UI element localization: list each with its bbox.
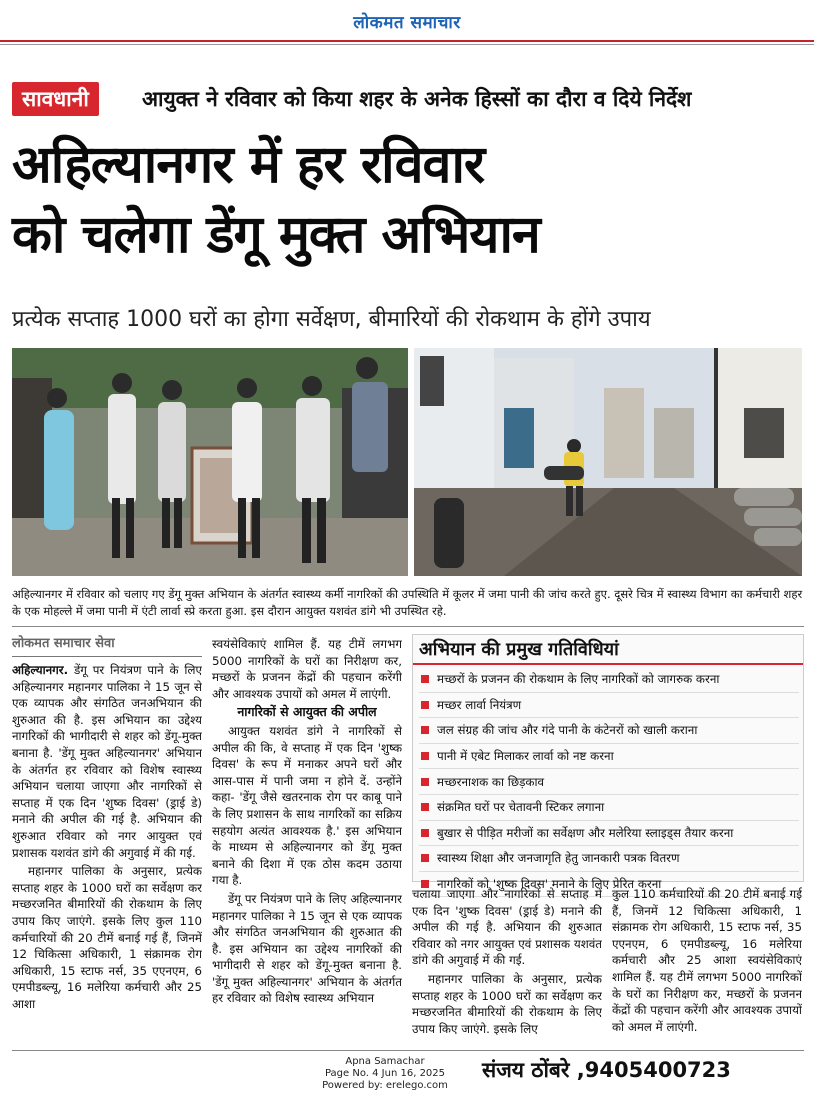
article-paragraph-5: डेंगू पर नियंत्रण पाने के लिए अहिल्यानगर महानगर पालिका ने 15 जून से एक व्यापक और संगठित जनअभियान की शुरुआत की है. इस अभियान का उद्देश्य नागरिकों की भागीदारी से शहर को डेंगू-मुक्त बनाना है. 'डेंगू मुक्त अहिल्यानगर' अभियान के अंतर्गत हर रविवार को विशेष स्वास्थ्य अभियान <box>212 891 402 1006</box>
activity-text: संक्रमित घरों पर चेतावनी स्टिकर लगाना <box>437 800 605 815</box>
kicker-text: आयुक्त ने रविवार को किया शहर के अनेक हिस्सों का दौरा व दिये निर्देश <box>142 87 692 111</box>
article-paragraph-8: कुल 110 कर्मचारियों की 20 टीमें बनाई गई हैं, जिनमें 12 चिकित्सा अधिकारी, 1 संक्रामक रोग अधिकारी, 15 स्टाफ नर्स, 35 एएनएम, 6 एमपीडब्ल्यू, 16 मलेरिया कर्मचारी और 25 आशा स्वयंसेविकाएं शामिल हैं. यह टीमें लगभग 5000 नागरिकों के घरों का निरीक्षण कर, मच्छरों के प्रजनन केंद्रों की पहचान करेंगी और आवश्यक उपायों को अमल में लाएंगी. <box>612 887 802 1034</box>
headline <box>12 130 804 270</box>
article-paragraph-4: आयुक्त यशवंत डांगे ने नागरिकों से अपील की कि, वे सप्ताह में एक दिन 'शुष्क दिवस' के रूप में मनाकर अपने घरों और आस-पास में पानी जमा न होने दें. उन्होंने कहा- 'डेंगू जैसे खतरनाक रोग पर काबू पाने के लिए प्रशासन के साथ नागरिकों का सक्रिय सहयोग अत्यंत आवश्यक है.' इस अभियान के माध्यम से अहिल्यानगर को डेंगू मुक्त बनाने की दिशा में एक ठोस कदम उठाया गया है. <box>212 723 402 888</box>
byline-rule <box>12 656 202 657</box>
activity-item <box>419 693 799 719</box>
photo-caption: अहिल्यानगर में रविवार को चलाए गए डेंगू मुक्त अभियान के अंतर्गत स्वास्थ्य कर्मी नागरिकों की उपस्थिति में कूलर में जमा पानी की जांच करते हुए. दूसरे चित्र में स्वास्थ्य विभाग का कर्मचारी शहर के एक मोहल्ले में जमा पानी में एंटी लार्वा स्प्रे करता हुआ. इस दौरान आयुक्त यशवंत डांगे भी उपस्थित रहे. <box>12 587 803 618</box>
article-column-4 <box>612 886 802 1047</box>
footer-publication: Apna Samachar <box>345 1056 425 1067</box>
footer-powered-by: Powered by: erelego.com <box>322 1080 448 1091</box>
headline-line-1: अहिल्यानगर में हर रविवार <box>12 135 485 195</box>
activity-item <box>419 667 799 693</box>
footer-contact: संजय ठोंबरे ,9405400723 <box>482 1058 731 1082</box>
photo-larva-spraying <box>414 348 802 576</box>
activities-box <box>412 634 804 892</box>
footer-page-date: Page No. 4 Jun 16, 2025 <box>324 1068 446 1079</box>
activity-text: जल संग्रह की जांच और गंदे पानी के कंटेनरों को खाली कराना <box>437 723 698 738</box>
square-bullet-icon <box>421 726 429 734</box>
activity-text: नागरिकों को 'शुष्क दिवस' मनाने के लिए प्रेरित करना <box>437 877 662 892</box>
activity-item <box>419 718 799 744</box>
headline-line-2: को चलेगा डेंगू मुक्त अभियान <box>12 205 540 265</box>
article-paragraph-7: महानगर पालिका के अनुसार, प्रत्येक सप्ताह शहर के 1000 घरों का सर्वेक्षण कर मच्छरजनित बीमारियों की रोकथाम के लिए उपाय किए जाएंगे. इसके लिए <box>412 971 602 1036</box>
square-bullet-icon <box>421 803 429 811</box>
footer-meta <box>300 1056 470 1092</box>
square-bullet-icon <box>421 854 429 862</box>
activity-item <box>419 744 799 770</box>
dateline: अहिल्यानगर. <box>12 663 69 677</box>
square-bullet-icon <box>421 701 429 709</box>
masthead-rule-thin <box>0 44 814 45</box>
kicker <box>12 80 802 118</box>
article-column-2 <box>212 636 402 1047</box>
photo-cooler-inspection <box>12 348 408 576</box>
activity-item <box>419 769 799 795</box>
photo-larva-spraying-image <box>414 348 802 576</box>
activities-title: अभियान की प्रमुख गतिविधियां <box>419 639 619 660</box>
article-paragraph-1 <box>12 662 202 861</box>
article-column-1 <box>12 662 202 1047</box>
activities-list <box>419 667 799 897</box>
activity-text: मच्छर लार्वा नियंत्रण <box>437 697 522 712</box>
activity-item <box>419 821 799 847</box>
activity-text: स्वास्थ्य शिक्षा और जनजागृति हेतु जानकारी पत्रक वितरण <box>437 851 680 866</box>
article-text-1: डेंगू पर नियंत्रण पाने के लिए अहिल्यानगर महानगर पालिका ने 15 जून से एक व्यापक और संगठित जनअभियान की शुरुआत की है. इस अभियान का उद्देश्य नागरिकों की भागीदारी से शहर को डेंगू-मुक्त बनाना है. 'डेंगू मुक्त अहिल्यानगर' अभियान के अंतर्गत हर रविवार को विशेष स्वास्थ्य अभियान चलाया जाएगा और नागरिकों से सप्ताह में एक दिन 'शुष्क दिवस' (ड्राई डे) मनाने की अपील की गई है. अभियान की शुरुआत रविवार को नगर आयुक्त एवं प्रशासक यशवंत डांगे की अगुवाई में की गई. <box>12 663 202 860</box>
masthead-rule <box>0 40 814 42</box>
activities-title-rule <box>413 663 803 665</box>
activity-item <box>419 795 799 821</box>
activity-text: मच्छरनाशक का छिड़काव <box>437 774 545 789</box>
square-bullet-icon <box>421 752 429 760</box>
byline: लोकमत समाचार सेवा <box>12 636 115 651</box>
activity-text: पानी में एबेट मिलाकर लार्वा को नष्ट करना <box>437 749 614 764</box>
article-paragraph-3: स्वयंसेविकाएं शामिल हैं. यह टीमें लगभग 5000 नागरिकों के घरों का निरीक्षण कर, मच्छरों के प्रजनन केंद्रों की पहचान करेंगी और आवश्यक उपायों को अमल में लाएंगी. <box>212 637 402 701</box>
square-bullet-icon <box>421 778 429 786</box>
activity-text: बुखार से पीड़ित मरीजों का सर्वेक्षण और मलेरिया स्लाइड्स तैयार करना <box>437 825 734 840</box>
masthead <box>0 0 814 48</box>
footer-rule <box>12 1050 804 1051</box>
photo-cooler-inspection-image <box>12 348 408 576</box>
masthead-title: लोकमत समाचार <box>353 13 461 33</box>
subheadline: प्रत्येक सप्ताह 1000 घरों का होगा सर्वेक्षण, बीमारियों की रोकथाम के होंगे उपाय <box>12 307 651 332</box>
kicker-tag: सावधानी <box>12 82 99 116</box>
article-paragraph-2: महानगर पालिका के अनुसार, प्रत्येक सप्ताह शहर के 1000 घरों का सर्वेक्षण कर मच्छरजनित बीमारियों की रोकथाम के लिए उपाय किए जाएंगे. इसके लिए कुल 110 कर्मचारियों की 20 टीमें बनाई गई हैं, जिनमें 12 चिकित्सा अधिकारी, 1 संक्रामक रोग अधिकारी, 15 स्टाफ नर्स, 35 एएनएम, 6 एमपीडब्ल्यू, 16 मलेरिया कर्मचारी और 25 आशा <box>12 864 202 1011</box>
caption-divider <box>12 626 804 627</box>
activity-text: मच्छरों के प्रजनन की रोकथाम के लिए नागरिकों को जागरुक करना <box>437 672 720 687</box>
article-column-3 <box>412 886 602 1047</box>
square-bullet-icon <box>421 829 429 837</box>
square-bullet-icon <box>421 675 429 683</box>
activity-item <box>419 846 799 872</box>
article-paragraph-6: चलाया जाएगा और नागरिकों से सप्ताह में एक दिन 'शुष्क दिवस' (ड्राई डे) मनाने की अपील की गई है. अभियान की शुरुआत रविवार को नगर आयुक्त एवं प्रशासक यशवंत डांगे की अगुवाई में की गई. <box>412 887 602 968</box>
article-subhead: नागरिकों से आयुक्त की अपील <box>237 704 377 720</box>
